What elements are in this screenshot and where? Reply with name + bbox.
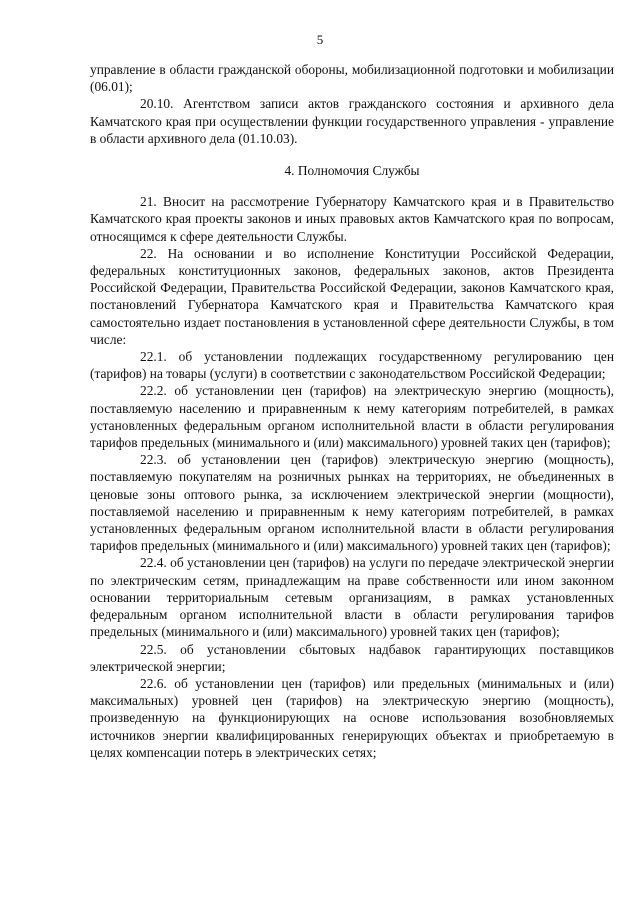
paragraph-22: 22. На основании и во исполнение Конституции Российской Федерации, федеральных конституционных законов, федеральных законов, актов Президента Российской Федерации, Правительства Российской Федерации, законов Камчатского края, постановлений Губернатора Камчатского края и Правительства Камчатского края самостоятельно издает постановления в установленной сфере деятельности Службы, в том числе: xyxy=(90,245,614,347)
paragraph-20-10: 20.10. Агентством записи актов гражданского состояния и архивного дела Камчатского края при осуществлении функции государственного управления - управление в области архивного дела (01.10.03). xyxy=(90,96,614,146)
paragraph-continuation: управление в области гражданской обороны, мобилизационной подготовки и мобилизации (06.01); xyxy=(90,62,614,95)
paragraph-22-4: 22.4. об установлении цен (тарифов) на услуги по передаче электрической энергии по электрическим сетям, принадлежащим на праве собственности или ином законном основании территориальным сетевым организациям, в рамках установленных федеральным органом исполнительной власти в области регулирования тарифов предельных (минимального и (или) максимального) уровней таких цен (тарифов); xyxy=(90,555,614,640)
paragraph-22-3: 22.3. об установлении цен (тарифов) электрическую энергию (мощность), поставляемую покупателям на розничных рынках на территориях, не объединенных в ценовые зоны оптового рынка, за исключением электрической энергии (мощности), поставляемой населению и приравненным к нему категориям потребителей, в рамках установленных федеральным органом исполнительной власти в области регулирования тарифов предельных (минимального и (или) максимального) уровней таких цен (тарифов); xyxy=(90,452,614,554)
section-title: 4. Полномочия Службы xyxy=(284,163,420,179)
paragraph-22-2: 22.2. об установлении цен (тарифов) на электрическую энергию (мощность), поставляемую населению и приравненным к нему категориям потребителей, в рамках установленных федеральным органом исполнительной власти в области регулирования тарифов предельных (минимального и (или) максимального) уровней таких цен (тарифов); xyxy=(90,383,614,451)
paragraph-22-5: 22.5. об установлении сбытовых надбавок гарантирующих поставщиков электрической энергии; xyxy=(90,641,614,674)
page-number: 5 xyxy=(316,32,324,47)
document-body xyxy=(90,61,614,761)
paragraph-22-1: 22.1. об установлении подлежащих государственному регулированию цен (тарифов) на товары (услуги) в соответствии с законодательством Российской Федерации; xyxy=(90,349,614,382)
paragraph-22-6: 22.6. об установлении цен (тарифов) или предельных (минимальных и (или) максимальных) уровней цен (тарифов) на электрическую энергию (мощность), произведенную на функционирующих на основе использования возобновляемых источников энергии квалифицированных генерирующих объектах и приобретаемую в целях компенсации потерь в электрических сетях; xyxy=(90,675,614,760)
paragraph-21: 21. Вносит на рассмотрение Губернатору Камчатского края и в Правительство Камчатского края проекты законов и иных правовых актов Камчатского края по вопросам, относящимся к сфере деятельности Службы. xyxy=(90,194,614,244)
